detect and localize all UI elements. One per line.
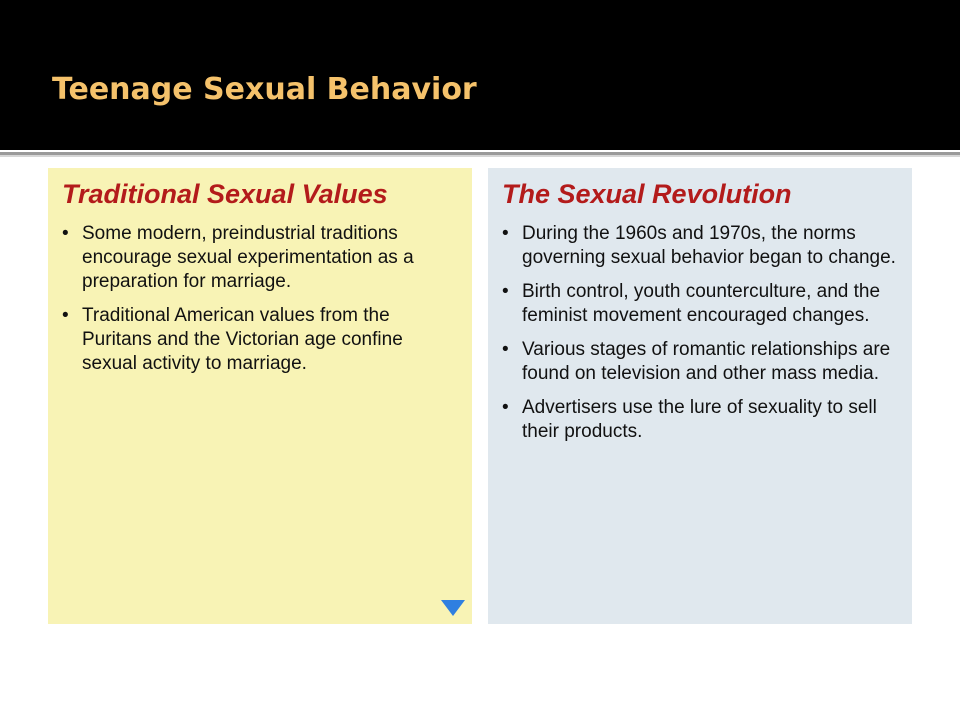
traditional-values-panel xyxy=(48,168,472,624)
sexual-revolution-panel xyxy=(488,168,912,624)
traditional-values-heading: Traditional Sexual Values xyxy=(62,179,388,209)
list-item: • Some modern, preindustrial traditions encourage sexual experimentation as a preparation for marriage. xyxy=(62,222,458,294)
list-item: • Birth control, youth counterculture, and the feminist movement encouraged changes. xyxy=(502,280,898,328)
list-item: • During the 1960s and 1970s, the norms governing sexual behavior began to change. xyxy=(502,222,898,270)
sexual-revolution-list xyxy=(502,222,898,444)
traditional-values-list xyxy=(62,222,458,376)
header-divider-light xyxy=(0,155,960,157)
title-bar xyxy=(0,0,960,150)
list-item: • Traditional American values from the Puritans and the Victorian age confine sexual activity to marriage. xyxy=(62,304,458,376)
slide-title: Teenage Sexual Behavior xyxy=(52,72,477,107)
triangle-down-icon[interactable] xyxy=(441,600,465,616)
list-item: • Advertisers use the lure of sexuality to sell their products. xyxy=(502,396,898,444)
sexual-revolution-heading: The Sexual Revolution xyxy=(502,179,792,209)
list-item: • Various stages of romantic relationships are found on television and other mass media. xyxy=(502,338,898,386)
